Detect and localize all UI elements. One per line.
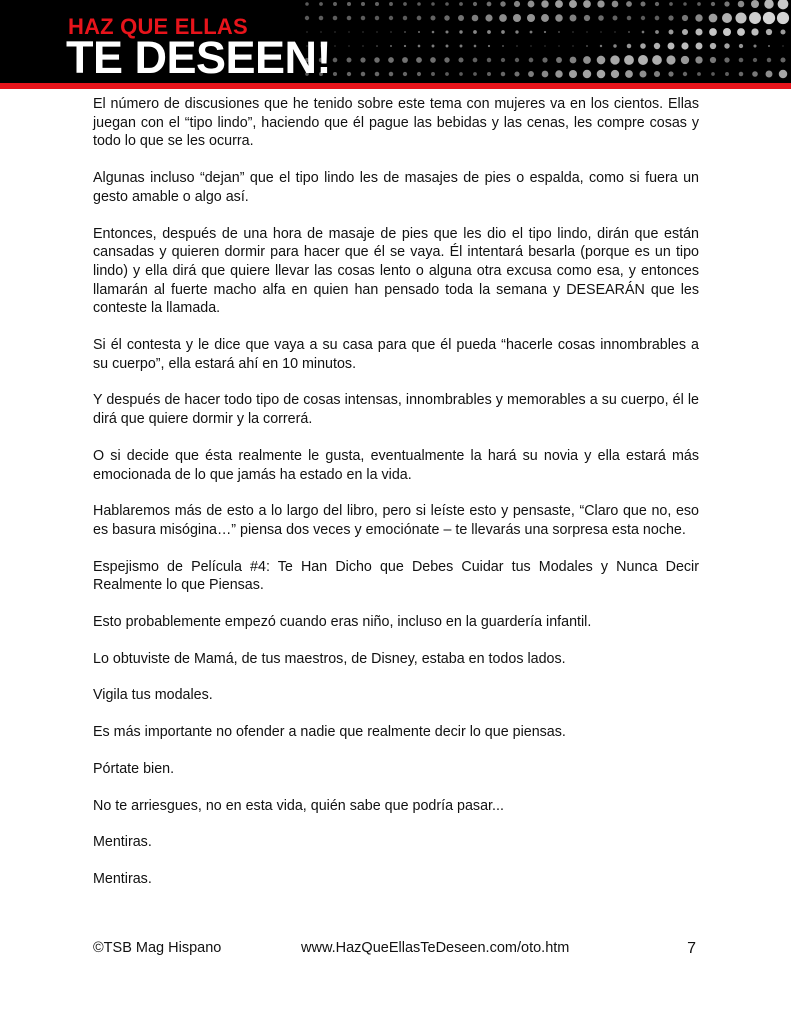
paragraph: Entonces, después de una hora de masaje de pies que les dio el tipo lindo, dirán que están cansadas y quieren dormir para hacer que él se vaya. Él intentará besarla (porque es un tipo lindo) y ella dirá que quiere llevar las cosas lento o alguna otra excusa como esa, y entonces llamarán al fuerte macho alfa en quien han pensado toda la semana y DESEARÁN que les conteste la llamada. xyxy=(93,225,699,317)
footer-url: www.HazQueEllasTeDeseen.com/oto.htm xyxy=(301,940,570,956)
paragraph: Mentiras. xyxy=(93,870,152,887)
page-header xyxy=(0,0,791,83)
page-number: 7 xyxy=(687,940,696,957)
paragraph: Lo obtuviste de Mamá, de tus maestros, de Disney, estaba en todos lados. xyxy=(93,650,566,667)
paragraph: Algunas incluso “dejan” que el tipo lindo les de masajes de pies o espalda, como si fuera un gesto amable o algo así. xyxy=(93,170,699,205)
paragraph: Hablaremos más de esto a lo largo del libro, pero si leíste esto y pensaste, “Claro que no, eso es basura misógina…” piensa dos veces y emociónate – te llevarás una sorpresa esta noche. xyxy=(93,503,699,538)
paragraph: O si decide que ésta realmente le gusta, eventualmente la hará su novia y ella estará más emocionada de lo que jamás ha estado en la vida. xyxy=(93,447,699,483)
header-title-big: TE DESEEN! xyxy=(66,32,332,83)
paragraph: El número de discusiones que he tenido sobre este tema con mujeres va en los cientos. Ellas juegan con el “tipo lindo”, haciendo que él pague las bebidas y las cenas, les compre cosas y todo lo que se les ocurra. xyxy=(93,96,699,150)
paragraph: No te arriesgues, no en esta vida, quién sabe que podría pasar... xyxy=(93,797,504,814)
body-text xyxy=(93,95,699,907)
footer-copyright: ©TSB Mag Hispano xyxy=(93,940,222,956)
paragraph: Si él contesta y le dice que vaya a su casa para que él pueda “hacerle cosas innombrables a su cuerpo”, ella estará ahí en 10 minutos. xyxy=(93,337,699,372)
paragraph: Esto probablemente empezó cuando eras niño, incluso en la guardería infantil. xyxy=(93,614,592,631)
page-footer xyxy=(93,940,699,962)
paragraph: Y después de hacer todo tipo de cosas intensas, innombrables y memorables a su cuerpo, él le dirá que quiere dormir y la correrá. xyxy=(93,392,699,428)
paragraph: Vigila tus modales. xyxy=(93,687,213,704)
paragraph: Es más importante no ofender a nadie que realmente decir lo que piensas. xyxy=(93,724,566,741)
header-accent-line xyxy=(0,83,791,89)
header-title-small: HAZ QUE ELLAS xyxy=(68,14,248,39)
paragraph: Pórtate bien. xyxy=(93,760,175,777)
section-heading: Espejismo de Película #4: Te Han Dicho que Debes Cuidar tus Modales y Nunca Decir Realmente lo que Piensas. xyxy=(93,558,699,594)
paragraph: Mentiras. xyxy=(93,834,152,851)
